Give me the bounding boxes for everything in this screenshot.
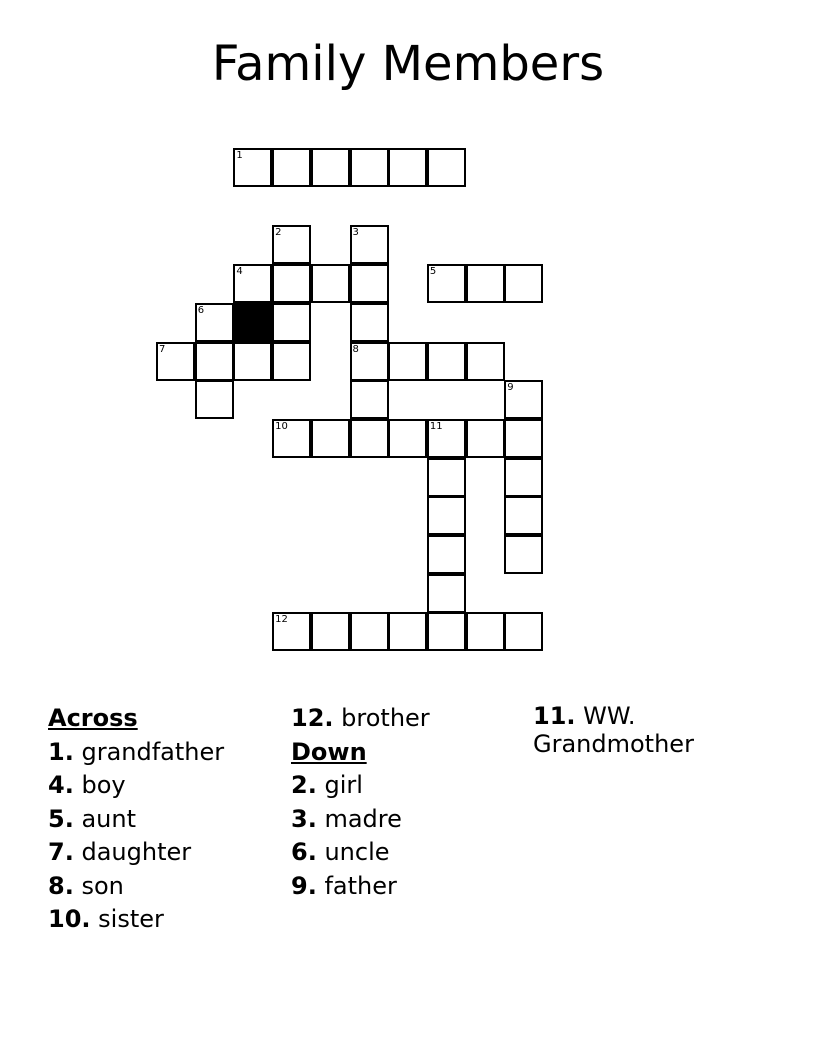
crossword-cell[interactable] bbox=[350, 148, 389, 187]
crossword-cell[interactable] bbox=[504, 535, 543, 574]
crossword-cell[interactable] bbox=[504, 612, 543, 651]
crossword-cell[interactable] bbox=[427, 496, 466, 535]
clue-number: 12 bbox=[275, 614, 288, 626]
crossword-cell[interactable] bbox=[272, 225, 311, 264]
crossword-cell[interactable] bbox=[272, 419, 311, 458]
crossword-cell[interactable] bbox=[272, 612, 311, 651]
clue-number: 7 bbox=[159, 343, 166, 355]
crossword-cell[interactable] bbox=[272, 303, 311, 342]
clue-down-2: 2. girl bbox=[291, 771, 363, 799]
clue-number: 8 bbox=[352, 343, 359, 355]
clue-number: 6 bbox=[197, 304, 205, 316]
clue-across-4: 4. boy bbox=[48, 771, 126, 799]
crossword-cell[interactable] bbox=[427, 535, 466, 574]
clue-number: 11 bbox=[429, 420, 443, 432]
clue-down-9: 9. father bbox=[291, 871, 397, 900]
clue-down-11: 11. WW. Grandmother bbox=[533, 702, 694, 758]
crossword-cell[interactable] bbox=[466, 342, 505, 381]
crossword-cell[interactable] bbox=[195, 342, 234, 381]
clue-across-5: 5. aunt bbox=[48, 804, 137, 833]
crossword-cell[interactable] bbox=[427, 419, 466, 458]
clue-across-10: 10. sister bbox=[48, 905, 164, 933]
clue-number: 10 bbox=[275, 420, 288, 432]
clue-across-1: 1. grandfather bbox=[48, 737, 225, 766]
clue-across-8: 8. son bbox=[48, 871, 124, 900]
crossword-cell[interactable] bbox=[466, 264, 505, 303]
clue-across-12: 12. brother bbox=[291, 704, 430, 732]
crossword-cell[interactable] bbox=[427, 574, 466, 613]
crossword-cell[interactable] bbox=[350, 342, 389, 381]
clue-column-1 bbox=[48, 702, 278, 937]
crossword-cell[interactable] bbox=[388, 612, 427, 651]
crossword-cell[interactable] bbox=[427, 612, 466, 651]
crossword-cell[interactable] bbox=[311, 148, 350, 187]
crossword-cell[interactable] bbox=[233, 264, 272, 303]
crossword-cell[interactable] bbox=[272, 264, 311, 303]
crossword-cell[interactable] bbox=[311, 264, 350, 303]
crossword-cell[interactable] bbox=[427, 342, 466, 381]
crossword-cell[interactable] bbox=[156, 342, 195, 381]
crossword-cell[interactable] bbox=[350, 612, 389, 651]
crossword-cell[interactable] bbox=[350, 225, 389, 264]
clue-number: 1 bbox=[236, 150, 243, 161]
crossword-cell[interactable] bbox=[427, 264, 466, 303]
crossword-cell[interactable] bbox=[504, 380, 543, 419]
crossword-cell[interactable] bbox=[195, 303, 234, 342]
crossword-cell[interactable] bbox=[427, 458, 466, 497]
clue-number: 2 bbox=[275, 227, 282, 239]
crossword-cell[interactable] bbox=[504, 496, 543, 535]
crossword-cell[interactable] bbox=[466, 419, 505, 458]
crossword-cell[interactable] bbox=[195, 380, 234, 419]
crossword-cell[interactable] bbox=[311, 419, 350, 458]
crossword-cell[interactable] bbox=[388, 148, 427, 187]
clue-column-3 bbox=[533, 702, 763, 758]
clue-across-7: 7. daughter bbox=[48, 838, 192, 866]
crossword-cell[interactable] bbox=[427, 148, 466, 187]
clue-down-6: 6. uncle bbox=[291, 838, 390, 866]
crossword-cell[interactable] bbox=[233, 148, 272, 187]
puzzle-title: Family Members bbox=[211, 36, 605, 92]
crossword-cell[interactable] bbox=[388, 419, 427, 458]
crossword-cell[interactable] bbox=[350, 419, 389, 458]
crossword-cell[interactable] bbox=[388, 342, 427, 381]
clue-number: 4 bbox=[236, 266, 243, 278]
clue-number: 3 bbox=[352, 227, 359, 239]
crossword-cell[interactable] bbox=[504, 419, 543, 458]
clue-number: 9 bbox=[507, 382, 514, 394]
clue-number: 5 bbox=[429, 266, 437, 278]
crossword-cell[interactable] bbox=[233, 342, 272, 381]
clue-column-2 bbox=[291, 702, 521, 903]
crossword-cell[interactable] bbox=[350, 303, 389, 342]
crossword-cell[interactable] bbox=[504, 264, 543, 303]
crossword-block-cell bbox=[233, 303, 272, 342]
crossword-cell[interactable] bbox=[272, 342, 311, 381]
across-heading: Across bbox=[48, 704, 138, 732]
crossword-cell[interactable] bbox=[311, 612, 350, 651]
clue-down-3: 3. madre bbox=[291, 804, 402, 833]
crossword-cell[interactable] bbox=[272, 148, 311, 187]
down-heading: Down bbox=[291, 737, 367, 766]
crossword-cell[interactable] bbox=[350, 380, 389, 419]
crossword-cell[interactable] bbox=[350, 264, 389, 303]
crossword-cell[interactable] bbox=[466, 612, 505, 651]
crossword-cell[interactable] bbox=[504, 458, 543, 497]
